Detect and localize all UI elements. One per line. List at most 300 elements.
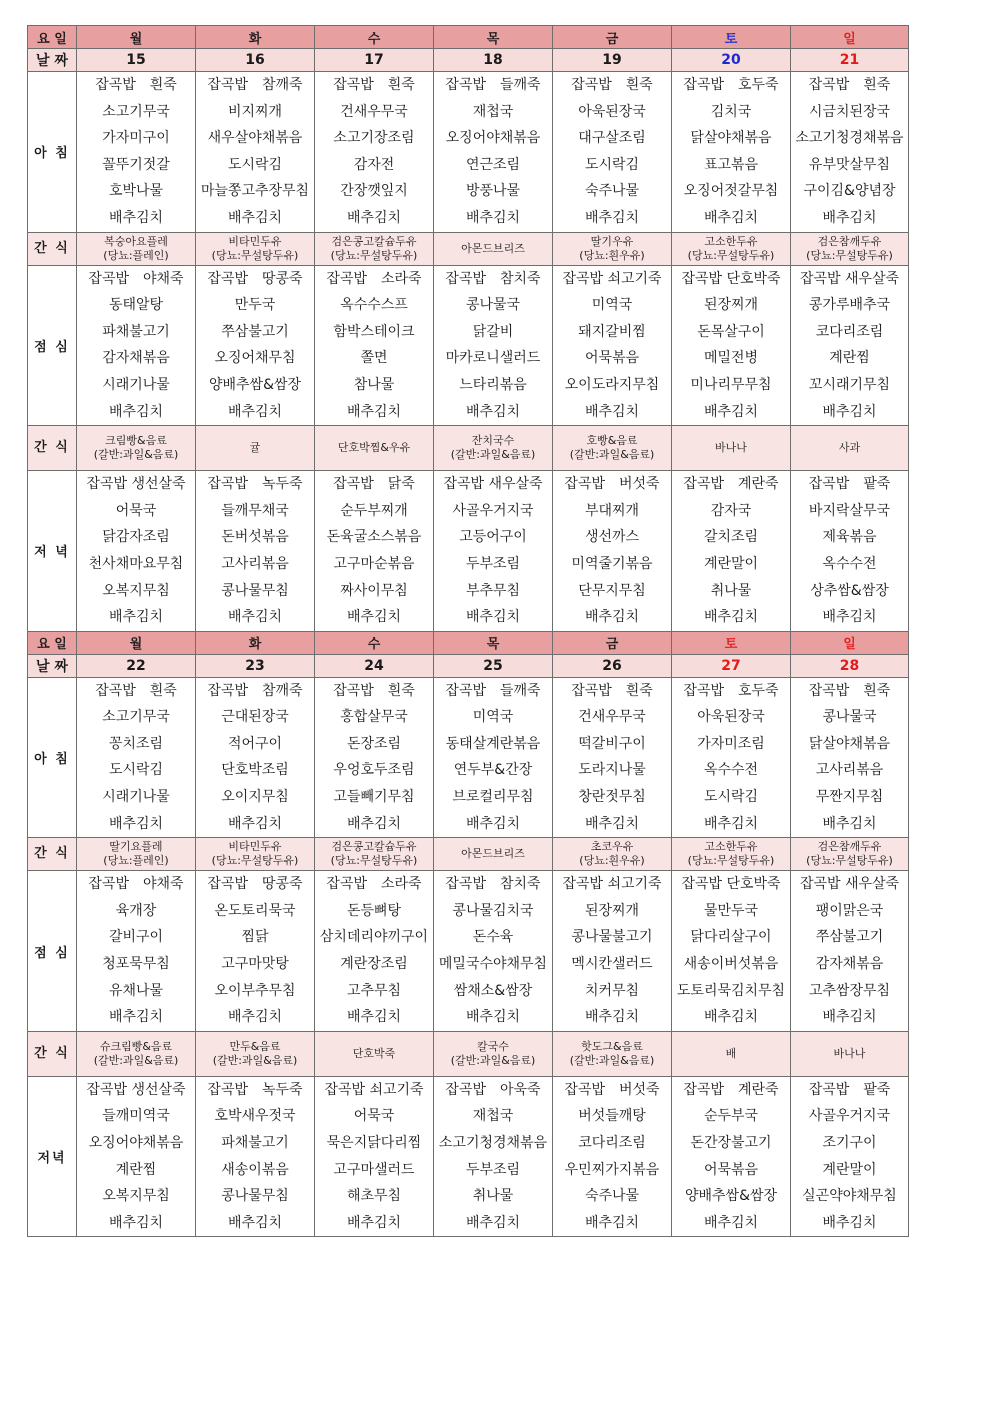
snack2-cell [77,426,196,471]
menu-item: 물만두국 [703,902,759,919]
menu-item: 잡곡밥 계란죽 [683,1081,779,1098]
snack-item: (당뇨:무설탕두유) [211,248,299,262]
menu-item: 잡곡밥 소라죽 [326,876,422,893]
menu-item: 방풍나물 [465,183,521,200]
snack2-row [28,1031,909,1076]
dinner-cell [77,1076,196,1237]
snack-item: 복숭아요플레 [104,234,168,248]
weekday-cell: 화 [196,26,315,49]
menu-item: 도라지나물 [578,762,646,779]
menu-item: 육개장 [115,902,157,919]
menu-item: 배추김치 [584,1009,640,1026]
menu-item: 미역국 [591,297,633,314]
menu-item: 도시락김 [227,156,283,173]
menu-item: 가자미조림 [697,735,765,752]
snack-item: (갈반:과일&음료) [212,1053,298,1067]
menu-item: 잡곡밥 팥죽 [808,476,891,493]
menu-item: 잡곡밥 아욱죽 [445,1081,541,1098]
menu-item: 어묵국 [115,502,157,519]
menu-item: 숙주나물 [584,1188,640,1205]
menu-item: 오징어야채볶음 [445,130,541,147]
menu-item: 잡곡밥 들깨죽 [445,682,541,699]
menu-item: 잡곡밥 버섯죽 [564,1081,660,1098]
breakfast-cell [196,72,315,233]
menu-item: 잡곡밥 새우살죽 [799,876,900,893]
menu-item: 메밀국수야채무침 [438,956,548,973]
menu-item: 새우살야채볶음 [207,130,303,147]
menu-item: 사골우거지국 [808,1108,891,1125]
menu-item: 단무지무침 [578,582,646,599]
menu-item: 배추김치 [822,403,877,420]
breakfast-cell [77,677,196,838]
snack-item: (갈반:과일&음료) [93,448,179,462]
menu-item: 취나물 [472,1188,514,1205]
menu-item: 도시락김 [703,789,759,806]
menu-item: 생선까스 [584,529,640,546]
menu-item: 소고기무국 [102,709,170,726]
snack2-cell [77,1031,196,1076]
dinner-cell [434,471,553,632]
menu-item: 연근조림 [465,156,521,173]
date-cell: 28 [791,654,909,677]
menu-item: 돈간장불고기 [690,1135,772,1151]
menu-item: 오이부추무침 [214,982,296,999]
menu-item: 닭다리살구이 [690,929,772,946]
menu-item: 제육볶음 [822,529,877,546]
date-cell: 22 [77,654,196,677]
snack-item: 단호박찜&우유 [337,441,411,455]
menu-item: 연두부&간장 [453,762,533,779]
menu-item: 닭살야채볶음 [690,130,772,147]
menu-item: 소고기청경채볶음 [795,130,904,147]
menu-item: 도시락김 [108,762,164,779]
menu-item: 적어구이 [227,735,283,752]
date-cell: 16 [196,49,315,72]
snack-item: 바나나 [833,1046,866,1060]
snack1-cell [196,838,315,871]
snack1-cell [672,838,791,871]
breakfast-cell [553,677,672,838]
snack2-row [28,426,909,471]
lunch-label: 점 심 [28,871,77,1032]
breakfast-row [28,677,909,838]
snack-item: (당뇨:무설탕두유) [687,854,775,868]
snack-item: (갈반:과일&음료) [450,448,536,462]
snack1-row [28,838,909,871]
snack-item: 검은콩고칼슘두유 [331,234,417,248]
menu-item: 꽁치조림 [108,735,164,752]
dinner-cell [553,471,672,632]
lunch-cell [553,265,672,426]
menu-item: 도시락김 [584,156,640,173]
weekday-label: 요 일 [28,631,77,654]
menu-item: 배추김치 [346,1009,402,1026]
menu-item: 어묵국 [353,1108,395,1125]
weekday-cell: 월 [77,26,196,49]
snack2-label: 간 식 [28,426,77,471]
snack-item: (당뇨:흰우유) [579,248,645,262]
menu-item: 배추김치 [227,209,283,226]
menu-item: 건새우무국 [578,709,646,726]
menu-item: 잡곡밥 들깨죽 [445,77,541,93]
menu-item: 들깨무채국 [221,502,289,519]
snack2-cell [196,426,315,471]
lunch-cell [77,871,196,1032]
snack-item: 핫도그&음료 [581,1039,643,1053]
menu-item: 소고기장조림 [333,130,415,147]
snack-item: 슈크림빵&음료 [99,1039,173,1053]
snack2-cell [791,1031,909,1076]
dinner-cell [672,1076,791,1237]
snack-item: 고소한두유 [704,840,758,854]
menu-item: 잡곡밥 호두죽 [683,77,779,93]
snack2-label: 간 식 [28,1031,77,1076]
snack-item: (당뇨:무설탕두유) [330,248,418,262]
snack-item: (당뇨:무설탕두유) [330,854,418,868]
menu-item: 잡곡밥 참치죽 [445,270,541,287]
menu-item: 배추김치 [465,1009,521,1026]
date-cell: 17 [315,49,434,72]
menu-item: 고추쌈장무침 [808,982,891,999]
breakfast-cell [77,72,196,233]
snack1-cell [553,232,672,265]
menu-item: 쌈채소&쌈장 [453,982,533,999]
menu-item: 돈목살구이 [697,323,765,340]
snack2-cell [434,426,553,471]
menu-item: 잡곡밥 흰죽 [95,682,177,699]
menu-item: 잡곡밥 흰죽 [333,682,415,699]
menu-item: 돈등뼈탕 [346,902,402,919]
lunch-cell [77,265,196,426]
weekday-cell: 화 [196,631,315,654]
menu-item: 재첩국 [472,103,514,120]
menu-item: 배추김치 [227,1009,283,1026]
menu-item: 미역줄기볶음 [571,555,653,572]
menu-item: 어묵볶음 [584,350,640,367]
date-cell: 21 [791,49,909,72]
snack-item: 검은참깨두유 [817,840,882,854]
menu-item: 천사채마요무침 [88,555,184,572]
menu-item: 조기구이 [822,1135,877,1151]
menu-item: 잡곡밥 닭죽 [333,476,415,493]
menu-item: 배추김치 [227,403,283,420]
menu-item: 갈비구이 [108,929,164,946]
dinner-cell [315,471,434,632]
menu-item: 배추김치 [465,1214,521,1231]
menu-item: 근대된장국 [221,709,289,726]
menu-item: 배추김치 [703,1214,759,1231]
weekday-cell: 월 [77,631,196,654]
menu-item: 콩나물국 [822,709,877,726]
menu-item: 배추김치 [108,1009,164,1026]
menu-item: 동태알탕 [108,297,164,314]
breakfast-cell [791,72,909,233]
menu-item: 잡곡밥 새우살죽 [799,270,900,287]
menu-item: 삼치데리야끼구이 [319,929,429,946]
snack-item: 만두&음료 [229,1039,281,1053]
snack2-cell [791,426,909,471]
menu-item: 배추김치 [703,403,759,420]
menu-item: 창란젓무침 [578,789,646,806]
menu-item: 배추김치 [346,403,402,420]
breakfast-cell [315,677,434,838]
dinner-label: 저녁 [28,1076,77,1237]
dinner-row [28,1076,909,1237]
menu-item: 계란장조림 [340,956,408,973]
menu-item: 해초무침 [346,1188,402,1205]
menu-item: 간장깻잎지 [340,183,408,200]
menu-item: 돈장조림 [346,735,402,752]
menu-item: 배추김치 [108,1214,164,1231]
menu-item: 느타리볶음 [459,376,527,393]
menu-item: 치커무침 [584,982,640,999]
snack-item: 귤 [249,441,261,455]
snack1-cell [77,838,196,871]
menu-item: 된장찌개 [703,297,759,314]
menu-item: 부추무침 [465,582,521,599]
menu-item: 고등어구이 [459,529,527,546]
menu-item: 고들빼기무침 [333,789,415,806]
menu-item: 돈육굴소스볶음 [326,529,422,546]
menu-item: 홍합살무국 [340,709,408,726]
menu-item: 꼴뚜기젓갈 [102,156,170,173]
snack-item: 초코우유 [590,840,634,854]
menu-item: 잡곡밥 땅콩죽 [207,876,303,893]
menu-item: 잡곡밥 팥죽 [808,1081,891,1098]
menu-item: 배추김치 [584,209,640,226]
dinner-cell [196,1076,315,1237]
date-cell: 27 [672,654,791,677]
dinner-cell [434,1076,553,1237]
menu-item: 배추김치 [227,1214,283,1231]
menu-item: 부대찌개 [584,502,640,519]
menu-item: 잡곡밥 땅콩죽 [207,270,303,287]
breakfast-cell [196,677,315,838]
menu-item: 실곤약야채무침 [802,1188,897,1205]
snack-item: 검은콩고칼슘두유 [331,840,417,854]
snack2-cell [434,1031,553,1076]
menu-item: 잡곡밥 야채죽 [88,270,184,287]
menu-item: 호박새우젓국 [214,1108,296,1125]
menu-item: 대구살조림 [578,130,646,147]
weekday-cell: 목 [434,26,553,49]
menu-item: 잡곡밥 쇠고기죽 [324,1081,424,1098]
menu-item: 소고기무국 [102,103,170,120]
menu-item: 바지락살무국 [808,502,891,519]
menu-item: 순두부찌개 [340,502,408,519]
menu-item: 잡곡밥 호두죽 [683,682,779,699]
menu-item: 고사리볶음 [815,762,884,779]
snack-item: (당뇨:플레인) [103,248,169,262]
snack2-cell [672,1031,791,1076]
dinner-label: 저 녁 [28,471,77,632]
menu-item: 배추김치 [584,403,640,420]
menu-item: 계란말이 [703,555,759,572]
menu-item: 오복지무침 [102,582,170,599]
lunch-cell [434,265,553,426]
menu-item: 고구마맛탕 [221,956,289,973]
menu-item: 들깨미역국 [102,1108,170,1125]
weekday-cell: 금 [553,631,672,654]
lunch-cell [196,265,315,426]
menu-item: 쭈삼불고기 [815,929,884,946]
date-cell: 25 [434,654,553,677]
breakfast-cell [672,677,791,838]
menu-item: 콩가루배추국 [808,297,891,314]
menu-item: 배추김치 [465,609,521,626]
snack-item: 단호박죽 [352,1046,396,1060]
breakfast-cell [434,677,553,838]
weekday-row [28,631,909,654]
menu-item: 오이도라지무침 [564,376,660,393]
menu-item: 꼬시래기무침 [808,376,891,393]
dinner-cell [791,1076,909,1237]
menu-item: 배추김치 [227,609,283,626]
breakfast-cell [791,677,909,838]
menu-item: 잡곡밥 계란죽 [683,476,779,493]
snack1-cell [196,232,315,265]
menu-item: 코다리조림 [815,323,884,340]
breakfast-cell [672,72,791,233]
menu-item: 갈치조림 [703,529,759,546]
menu-item: 옥수수스프 [340,297,408,314]
menu-item: 시래기나물 [102,376,170,393]
menu-item: 배추김치 [822,609,877,626]
menu-item: 건새우무국 [340,103,408,120]
snack2-cell [315,426,434,471]
menu-item: 오징어채무침 [214,350,296,367]
snack-item: (당뇨:무설탕두유) [806,248,893,262]
menu-item: 묵은지닭다리찜 [326,1135,422,1151]
menu-item: 고추무침 [346,982,402,999]
menu-item: 돈수육 [472,929,514,946]
menu-item: 미역국 [472,709,514,726]
date-cell: 19 [553,49,672,72]
snack-item: (당뇨:무설탕두유) [211,854,299,868]
menu-item: 옥수수전 [703,762,759,779]
menu-item: 구이김&양념장 [803,183,896,200]
menu-item: 유채나물 [108,982,164,999]
menu-item: 배추김치 [822,209,877,226]
date-label: 날 짜 [28,654,77,677]
menu-item: 호박나물 [108,183,164,200]
weekday-cell: 금 [553,26,672,49]
menu-item: 배추김치 [703,609,759,626]
date-row [28,49,909,72]
menu-item: 배추김치 [346,815,402,832]
menu-item: 콩나물불고기 [571,929,653,946]
snack-item: 비타민두유 [228,234,282,248]
snack2-cell [315,1031,434,1076]
menu-item: 오징어야채볶음 [88,1135,184,1151]
snack-item: (당뇨:플레인) [103,854,169,868]
menu-item: 배추김치 [465,209,521,226]
snack1-cell [791,232,909,265]
snack1-label: 간 식 [28,838,77,871]
menu-item: 오이지무침 [221,789,289,806]
menu-item: 배추김치 [584,815,640,832]
weekday-cell: 토 [672,26,791,49]
snack-item: 칼국수 [477,1039,509,1053]
menu-body [28,26,909,1237]
menu-item: 무짠지무침 [815,789,884,806]
menu-item: 배추김치 [465,403,521,420]
snack-item: (당뇨:무설탕두유) [687,248,775,262]
menu-item: 시래기나물 [102,789,170,806]
snack1-row [28,232,909,265]
snack-item: 고소한두유 [704,234,758,248]
snack1-cell [553,838,672,871]
lunch-cell [791,871,909,1032]
weekday-cell: 수 [315,631,434,654]
snack-item: 비타민두유 [228,840,282,854]
menu-item: 코다리조림 [578,1135,646,1151]
menu-item: 두부조림 [465,1161,521,1178]
menu-item: 순두부국 [703,1108,759,1125]
menu-item: 파채불고기 [102,323,170,340]
menu-item: 콩나물무침 [221,582,289,599]
menu-item: 잡곡밥 흰죽 [333,77,415,93]
menu-item: 배추김치 [822,815,877,832]
menu-item: 함박스테이크 [333,323,415,340]
lunch-cell [791,265,909,426]
snack1-cell [315,232,434,265]
menu-item: 돈버섯볶음 [221,529,289,546]
menu-item: 가자미구이 [102,130,170,147]
menu-item: 우엉호두조림 [333,762,415,779]
menu-item: 잡곡밥 야채죽 [88,876,184,893]
snack-item: (갈반:과일&음료) [450,1053,536,1067]
menu-item: 고구마순볶음 [333,555,415,572]
menu-item: 브로컬리무침 [452,789,534,806]
menu-item: 배추김치 [346,209,402,226]
menu-item: 김치국 [710,103,752,120]
lunch-cell [672,871,791,1032]
menu-item: 잡곡밥 흰죽 [95,77,177,93]
menu-table [27,25,909,1237]
menu-item: 배추김치 [822,1009,877,1026]
menu-item: 쭈삼불고기 [221,323,289,340]
weekday-cell: 토 [672,631,791,654]
menu-item: 상추쌈&쌈장 [810,582,889,599]
menu-item: 두부조림 [465,555,521,572]
snack-item: (갈반:과일&음료) [93,1053,179,1067]
menu-item: 잡곡밥 흰죽 [808,77,891,93]
snack-item: 아몬드브리즈 [461,241,525,255]
menu-item: 청포묵무침 [102,956,170,973]
menu-item: 배추김치 [584,1214,640,1231]
menu-item: 찜닭 [241,929,269,946]
menu-item: 양배추쌈&쌈장 [684,1188,778,1205]
menu-item: 배추김치 [703,1009,759,1026]
menu-item: 잡곡밥 소라죽 [326,270,422,287]
menu-item: 감자채볶음 [815,956,884,973]
menu-item: 배추김치 [227,815,283,832]
breakfast-label: 아 침 [28,72,77,233]
menu-item: 배추김치 [346,1214,402,1231]
lunch-label: 점 심 [28,265,77,426]
menu-item: 유부맛살무침 [808,156,891,173]
menu-item: 된장찌개 [584,902,640,919]
menu-item: 닭살야채볶음 [808,735,891,752]
menu-item: 배추김치 [465,815,521,832]
menu-item: 배추김치 [822,1214,877,1231]
date-cell: 15 [77,49,196,72]
snack1-cell [434,232,553,265]
menu-item: 계란찜 [115,1161,157,1178]
menu-item: 우민찌가지볶음 [564,1161,660,1178]
lunch-cell [196,871,315,1032]
